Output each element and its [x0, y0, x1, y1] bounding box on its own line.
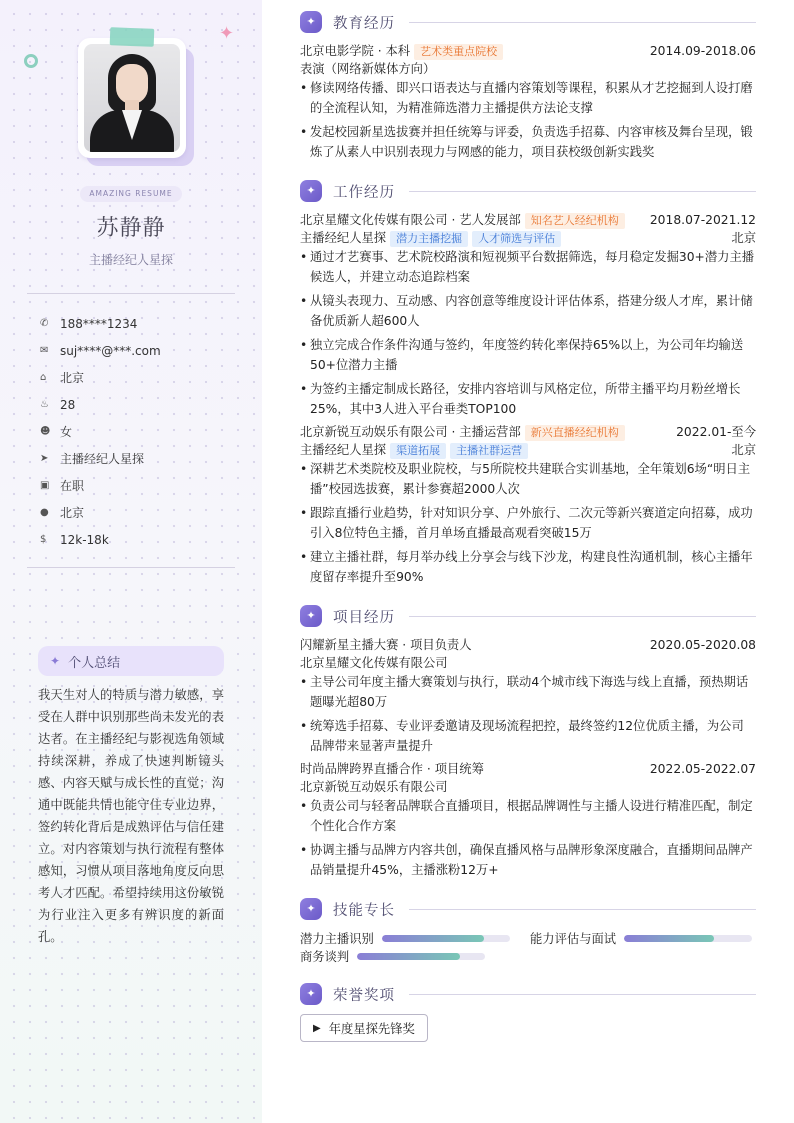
contact-age	[40, 391, 240, 418]
sparkle-icon: ✦	[300, 180, 322, 202]
skill-item	[300, 948, 485, 964]
award-label: 年度星探先锋奖	[328, 1022, 415, 1036]
list-item: • 协调主播与品牌方内容共创，确保直播风格与品牌形象深度融合，直播期间品牌产品销量提升45%，主播涨粉12万+	[300, 840, 756, 880]
photo-frame	[78, 38, 186, 158]
section-rule	[409, 616, 756, 617]
work-date: 2018.07-2021.12	[649, 213, 756, 227]
sidebar-divider	[27, 567, 235, 568]
work-city: 北京	[731, 231, 756, 245]
company-tag: 知名艺人经纪机构	[525, 213, 625, 229]
skill-item	[530, 930, 752, 946]
avatar	[84, 44, 180, 152]
education-major: 表演（网络新媒体方向）	[300, 62, 436, 76]
project-date: 2022.05-2022.07	[649, 762, 756, 776]
project-org: 北京星耀文化传媒有限公司	[300, 656, 448, 670]
salary-icon: $	[40, 534, 47, 545]
education-date: 2014.09-2018.06	[649, 44, 756, 58]
section-rule	[409, 191, 756, 192]
section-title: 工作经历	[333, 184, 395, 201]
contact-value: 188****1234	[60, 316, 138, 331]
list-item: • 从镜头表现力、互动感、内容创意等维度设计评估体系，搭建分级人才库，累计储备优质新人超600人	[300, 291, 756, 331]
list-item: • 建立主播社群，每月举办线上分享会与线下沙龙，构建良性沟通机制，核心主播年度留存率提升至90%	[300, 547, 756, 587]
work-header	[300, 423, 756, 441]
skill-label: 商务谈判	[300, 950, 350, 964]
skill-bar	[624, 935, 752, 942]
sparkle-icon: ✦	[300, 983, 322, 1005]
sparkle-icon: ✦	[300, 898, 322, 920]
skill-bar-fill	[357, 953, 459, 960]
section-skills-heading	[300, 897, 756, 921]
section-title: 技能专长	[333, 902, 395, 919]
contact-value: 在职	[60, 479, 85, 493]
contact-gender	[40, 418, 240, 445]
project-header	[300, 760, 756, 778]
section-work-heading	[300, 179, 756, 203]
section-rule	[409, 909, 756, 910]
skill-tag: 主播社群运营	[450, 443, 528, 459]
project-org: 北京新锐互动娱乐有限公司	[300, 780, 448, 794]
sidebar	[0, 0, 262, 1123]
section-title: 荣誉奖项	[333, 987, 395, 1004]
section-rule	[409, 994, 756, 995]
contact-salary	[40, 526, 240, 553]
mail-icon: ✉	[40, 345, 49, 356]
work-city: 北京	[731, 443, 756, 457]
skill-bar-fill	[624, 935, 714, 942]
award-badge	[300, 1014, 428, 1042]
sparkle-icon: ✦	[300, 605, 322, 627]
list-item: • 跟踪直播行业趋势，针对知识分享、户外旅行、二次元等新兴赛道定向招募，成功引入8位特色主播，首月单场直播最高观看突破15万	[300, 503, 756, 543]
profile-photo	[78, 38, 186, 158]
company-name: 北京星耀文化传媒有限公司 · 艺人发展部	[300, 213, 521, 227]
decorative-ring	[24, 54, 38, 68]
sparkle-icon: ✦	[300, 11, 322, 33]
school-name: 北京电影学院 · 本科	[300, 44, 411, 58]
summary-text: 我天生对人的特质与潜力敏感，享受在人群中识别那些尚未发光的表达者。在主播经纪与影视选角领域持续深耕，养成了快速判断镜头感、内容天赋与成长性的直觉；沟通中既能共情也能守住专业边界，签约转化背后是成熟评估与信任建立。对内容策划与执行流程有整体感知，习惯从项目落地角度反向思考人才匹配。希望持续用这份敏锐为行业注入更多有辨识度的新面孔。	[38, 688, 224, 944]
gender-icon: ☻	[40, 426, 51, 437]
education-header	[300, 42, 756, 60]
briefcase-icon: ▣	[40, 480, 50, 491]
list-item: • 深耕艺术类院校及职业院校，与5所院校共建联合实训基地，全年策划6场“明日主播”校园选拔赛，累计参赛超2000人次	[300, 459, 756, 499]
contact-target-role	[40, 445, 240, 472]
school-tag: 艺术类重点院校	[414, 44, 503, 60]
project-name: 时尚品牌跨界直播合作 · 项目统筹	[300, 762, 484, 776]
section-rule	[409, 22, 756, 23]
skill-tag: 渠道拓展	[390, 443, 446, 459]
list-item: • 为签约主播定制成长路径，安排内容培训与风格定位，所带主播平均月粉丝增长25%，其中3人进入平台垂类TOP100	[300, 379, 756, 419]
contact-value: 北京	[60, 371, 85, 385]
project-name: 闪耀新星主播大赛 · 项目负责人	[300, 638, 472, 652]
list-item: • 主导公司年度主播大赛策划与执行，联动4个城市线下海选与线上直播，预热期话题曝光超80万	[300, 672, 756, 712]
list-item: • 统筹选手招募、专业评委邀请及现场流程把控，最终签约12位优质主播，为公司品牌带来显著声量提升	[300, 716, 756, 756]
skill-bar-fill	[382, 935, 484, 942]
skill-bar	[382, 935, 510, 942]
triangle-right-icon: ▶	[313, 1022, 321, 1034]
contact-value: 12k-18k	[60, 532, 109, 547]
photo-tape	[110, 27, 155, 47]
home-icon: ⌂	[40, 372, 47, 383]
list-item: • 修读网络传播、即兴口语表达与直播内容策划等课程，积累从才艺挖掘到人设打磨的全流程认知，为精准筛选潜力主播提供方法论支撑	[300, 78, 756, 118]
skill-label: 能力评估与面试	[530, 932, 617, 946]
skill-item	[300, 930, 510, 946]
work-header	[300, 211, 756, 229]
list-item: • 通过才艺赛事、艺术院校路演和短视频平台数据筛选，每月稳定发掘30+潜力主播候选人，并建立动态追踪档案	[300, 247, 756, 287]
work-date: 2022.01-至今	[676, 425, 756, 439]
contact-location	[40, 499, 240, 526]
company-name: 北京新锐互动娱乐有限公司 · 主播运营部	[300, 425, 521, 439]
contact-value: 女	[60, 425, 73, 439]
section-education-heading	[300, 10, 756, 34]
contact-list	[40, 310, 240, 553]
job-role: 主播经纪人星探	[300, 231, 387, 245]
contact-value: suj****@***.com	[60, 343, 161, 358]
phone-icon: ✆	[40, 318, 49, 329]
summary-heading	[38, 646, 224, 676]
project-date: 2020.05-2020.08	[649, 638, 756, 652]
list-item: • 发起校园新星选拔赛并担任统筹与评委，负责选手招募、内容审核及舞台呈现，锻炼了从素人中识别表现力与网感的能力，项目获校级创新实践奖	[300, 122, 756, 162]
candidate-name: 苏静静	[96, 216, 166, 241]
skill-label: 潜力主播识别	[300, 932, 374, 946]
company-tag: 新兴直播经纪机构	[525, 425, 625, 441]
sidebar-divider	[27, 293, 235, 294]
skill-tag: 人才筛选与评估	[472, 231, 561, 247]
job-role: 主播经纪人星探	[300, 443, 387, 457]
contact-value: 28	[60, 397, 76, 412]
candidate-title: 主播经纪人星探	[88, 253, 173, 267]
work-role-row	[300, 229, 756, 247]
list-item: • 负责公司与轻奢品牌联合直播项目，根据品牌调性与主播人设进行精准匹配，制定个性化合作方案	[300, 796, 756, 836]
location-pin-icon: ●	[40, 507, 49, 518]
sparkle-icon: ✦	[50, 654, 61, 668]
cake-icon: ♨	[40, 399, 49, 410]
section-title: 项目经历	[333, 609, 395, 626]
contact-phone	[40, 310, 240, 337]
contact-hometown	[40, 364, 240, 391]
contact-value: 主播经纪人星探	[60, 452, 145, 466]
contact-email	[40, 337, 240, 364]
sparkle-icon: ✦	[219, 23, 235, 44]
section-honors-heading	[300, 982, 756, 1006]
skill-tag: 潜力主播挖掘	[390, 231, 468, 247]
skill-bar	[357, 953, 485, 960]
send-icon: ➤	[40, 453, 49, 464]
summary-heading-label: 个人总结	[68, 655, 121, 671]
project-header	[300, 636, 756, 654]
list-item: • 独立完成合作条件沟通与签约，年度签约转化率保持65%以上，为公司年均输送50+位潜力主播	[300, 335, 756, 375]
work-role-row	[300, 441, 756, 459]
resume-tag: AMAZING RESUME	[80, 186, 182, 202]
contact-value: 北京	[60, 506, 85, 520]
contact-status	[40, 472, 240, 499]
section-title: 教育经历	[333, 15, 395, 32]
section-projects-heading	[300, 604, 756, 628]
